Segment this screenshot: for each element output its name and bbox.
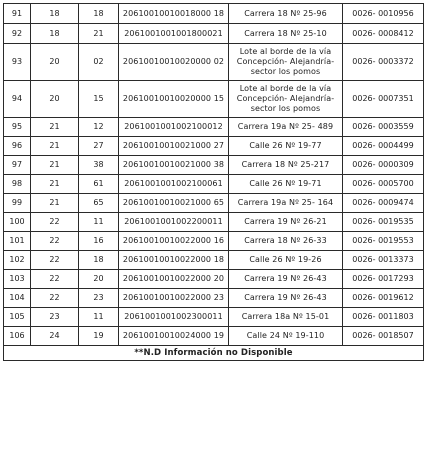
- manzana-cell: 21: [31, 118, 79, 137]
- row-number-cell: 98: [4, 175, 31, 194]
- predio-cell: 11: [79, 308, 119, 327]
- ficha-cell: 0026- 0003559: [343, 118, 424, 137]
- predio-cell: 19: [79, 327, 119, 346]
- predio-cell: 21: [79, 24, 119, 44]
- ficha-cell: 0026- 0019553: [343, 232, 424, 251]
- cadastral-code-cell: 20610010010022000 18: [119, 251, 229, 270]
- cadastral-code-cell: 20610010010021000 38: [119, 156, 229, 175]
- footer-note: **N.D Información no Disponible: [4, 346, 424, 361]
- address-cell: Carrera 18 Nº 26-33: [229, 232, 343, 251]
- cadastral-code-cell: 20610010010018000 18: [119, 4, 229, 24]
- row-number-cell: 91: [4, 4, 31, 24]
- address-cell: Carrera 19 Nº 26-43: [229, 289, 343, 308]
- address-cell: Calle 26 Nº 19-71: [229, 175, 343, 194]
- cadastral-code-cell: 2061001001002300011: [119, 308, 229, 327]
- manzana-cell: 23: [31, 308, 79, 327]
- table-row: [4, 137, 424, 156]
- address-cell: Carrera 19a Nº 25- 489: [229, 118, 343, 137]
- row-number-cell: 95: [4, 118, 31, 137]
- manzana-cell: 21: [31, 137, 79, 156]
- cadastral-code-cell: 2061001001002100012: [119, 118, 229, 137]
- row-number-cell: 106: [4, 327, 31, 346]
- table-row: [4, 308, 424, 327]
- address-cell: Calle 26 Nº 19-77: [229, 137, 343, 156]
- predio-cell: 18: [79, 4, 119, 24]
- predio-cell: 27: [79, 137, 119, 156]
- address-cell: Calle 24 Nº 19-110: [229, 327, 343, 346]
- predio-cell: 38: [79, 156, 119, 175]
- cadastral-code-cell: 20610010010022000 16: [119, 232, 229, 251]
- predio-cell: 16: [79, 232, 119, 251]
- row-number-cell: 92: [4, 24, 31, 44]
- row-number-cell: 102: [4, 251, 31, 270]
- table-row: [4, 118, 424, 137]
- table-row: [4, 327, 424, 346]
- row-number-cell: 99: [4, 194, 31, 213]
- row-number-cell: 105: [4, 308, 31, 327]
- cadastral-code-cell: 20610010010020000 15: [119, 81, 229, 118]
- manzana-cell: 22: [31, 270, 79, 289]
- table-row: [4, 24, 424, 44]
- cadastral-code-cell: 2061001001001800021: [119, 24, 229, 44]
- row-number-cell: 94: [4, 81, 31, 118]
- ficha-cell: 0026- 0009474: [343, 194, 424, 213]
- cadastral-code-cell: 20610010010022000 23: [119, 289, 229, 308]
- row-number-cell: 96: [4, 137, 31, 156]
- ficha-cell: 0026- 0008412: [343, 24, 424, 44]
- ficha-cell: 0026- 0018507: [343, 327, 424, 346]
- cadastral-code-cell: 20610010010024000 19: [119, 327, 229, 346]
- manzana-cell: 20: [31, 81, 79, 118]
- manzana-cell: 22: [31, 289, 79, 308]
- cadastral-code-cell: 20610010010022000 20: [119, 270, 229, 289]
- address-cell: Carrera 19 Nº 26-43: [229, 270, 343, 289]
- property-registry-table: [3, 3, 424, 361]
- address-cell: Carrera 18a Nº 15-01: [229, 308, 343, 327]
- cadastral-code-cell: 20610010010021000 27: [119, 137, 229, 156]
- row-number-cell: 104: [4, 289, 31, 308]
- row-number-cell: 103: [4, 270, 31, 289]
- predio-cell: 20: [79, 270, 119, 289]
- address-cell: Carrera 18 Nº 25-96: [229, 4, 343, 24]
- address-cell: Carrera 19a Nº 25- 164: [229, 194, 343, 213]
- predio-cell: 15: [79, 81, 119, 118]
- predio-cell: 18: [79, 251, 119, 270]
- manzana-cell: 24: [31, 327, 79, 346]
- table-row: [4, 156, 424, 175]
- ficha-cell: 0026- 0011803: [343, 308, 424, 327]
- predio-cell: 65: [79, 194, 119, 213]
- table-row: [4, 194, 424, 213]
- manzana-cell: 21: [31, 175, 79, 194]
- row-number-cell: 97: [4, 156, 31, 175]
- ficha-cell: 0026- 0007351: [343, 81, 424, 118]
- cadastral-code-cell: 20610010010021000 65: [119, 194, 229, 213]
- ficha-cell: 0026- 0013373: [343, 251, 424, 270]
- manzana-cell: 22: [31, 232, 79, 251]
- table-row: [4, 213, 424, 232]
- address-cell: Lote al borde de la vía Concepción- Alejandría- sector los pomos: [229, 44, 343, 81]
- manzana-cell: 21: [31, 194, 79, 213]
- ficha-cell: 0026- 0019612: [343, 289, 424, 308]
- address-cell: Carrera 18 Nº 25-10: [229, 24, 343, 44]
- cadastral-code-cell: 2061001001002200011: [119, 213, 229, 232]
- manzana-cell: 22: [31, 251, 79, 270]
- manzana-cell: 18: [31, 4, 79, 24]
- predio-cell: 23: [79, 289, 119, 308]
- table-row: [4, 270, 424, 289]
- ficha-cell: 0026- 0017293: [343, 270, 424, 289]
- ficha-cell: 0026- 0004499: [343, 137, 424, 156]
- ficha-cell: 0026- 0019535: [343, 213, 424, 232]
- row-number-cell: 93: [4, 44, 31, 81]
- cadastral-code-cell: 2061001001002100061: [119, 175, 229, 194]
- manzana-cell: 18: [31, 24, 79, 44]
- ficha-cell: 0026- 0003372: [343, 44, 424, 81]
- predio-cell: 61: [79, 175, 119, 194]
- table-row: [4, 289, 424, 308]
- predio-cell: 02: [79, 44, 119, 81]
- address-cell: Lote al borde de la vía Concepción- Alejandría- sector los pomos: [229, 81, 343, 118]
- table-row: [4, 81, 424, 118]
- manzana-cell: 20: [31, 44, 79, 81]
- cadastral-code-cell: 20610010010020000 02: [119, 44, 229, 81]
- row-number-cell: 100: [4, 213, 31, 232]
- table-row: [4, 175, 424, 194]
- address-cell: Calle 26 Nº 19-26: [229, 251, 343, 270]
- table-row: [4, 251, 424, 270]
- manzana-cell: 22: [31, 213, 79, 232]
- ficha-cell: 0026- 0010956: [343, 4, 424, 24]
- predio-cell: 11: [79, 213, 119, 232]
- address-cell: Carrera 18 Nº 25-217: [229, 156, 343, 175]
- table-row: [4, 44, 424, 81]
- predio-cell: 12: [79, 118, 119, 137]
- ficha-cell: 0026- 0000309: [343, 156, 424, 175]
- table-body: [4, 4, 424, 361]
- table-row: [4, 4, 424, 24]
- manzana-cell: 21: [31, 156, 79, 175]
- table-row: [4, 232, 424, 251]
- ficha-cell: 0026- 0005700: [343, 175, 424, 194]
- address-cell: Carrera 19 Nº 26-21: [229, 213, 343, 232]
- table-footer-row: [4, 346, 424, 361]
- row-number-cell: 101: [4, 232, 31, 251]
